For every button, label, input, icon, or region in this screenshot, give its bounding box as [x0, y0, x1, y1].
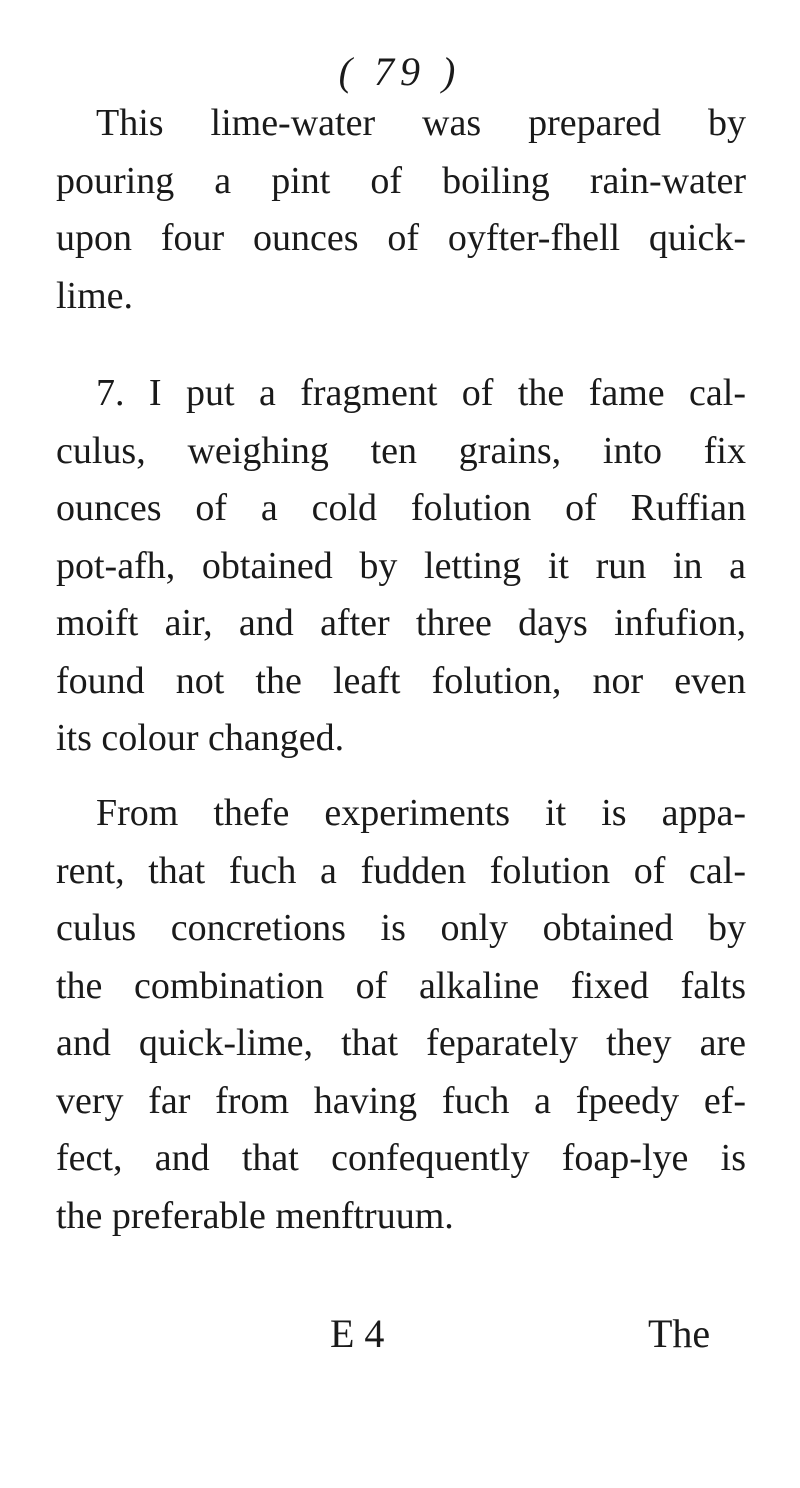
text-line: rent, that fuch a fudden folution of cal- — [56, 849, 746, 892]
text-line: From thefe experiments it is appa- — [96, 792, 746, 834]
text-line: This lime-water was prepared by — [96, 102, 746, 144]
signature-mark: E 4 — [330, 1311, 385, 1356]
text-line: pouring a pint of boiling rain-water — [56, 159, 746, 202]
text-line: fect, and that confequently foap-lye is — [56, 1137, 746, 1179]
text-line: very far from having fuch a fpeedy ef- — [56, 1079, 746, 1122]
text-line: the preferable menftruum. — [56, 1194, 454, 1237]
text-line: pot-afh, obtained by letting it run in a — [56, 544, 746, 587]
page-footer — [0, 1310, 800, 1370]
paragraph-lime-water — [56, 95, 746, 325]
text-line: 7. I put a fragment of the fame cal- — [96, 372, 746, 414]
catchword: The — [648, 1311, 711, 1356]
text-line: ounces of a cold folution of Ruffian — [56, 487, 746, 529]
paragraph-experiment-7 — [56, 365, 746, 768]
text-line: culus concretions is only obtained by — [56, 907, 746, 949]
text-line: moift air, and after three days infufion, — [56, 602, 746, 644]
text-line: culus, weighing ten grains, into fix — [56, 429, 746, 472]
text-line: the combination of alkaline fixed falts — [56, 964, 746, 1007]
text-line: found not the leaft folution, nor even — [56, 659, 746, 702]
text-line: its colour changed. — [56, 717, 345, 759]
text-line: upon four ounces of oyfter-fhell quick- — [56, 217, 746, 259]
text-line: and quick-lime, that feparately they are — [56, 1022, 746, 1064]
paragraph-conclusion — [56, 785, 746, 1245]
page-number: ( 79 ) — [338, 49, 462, 94]
text-line: lime. — [56, 274, 134, 317]
